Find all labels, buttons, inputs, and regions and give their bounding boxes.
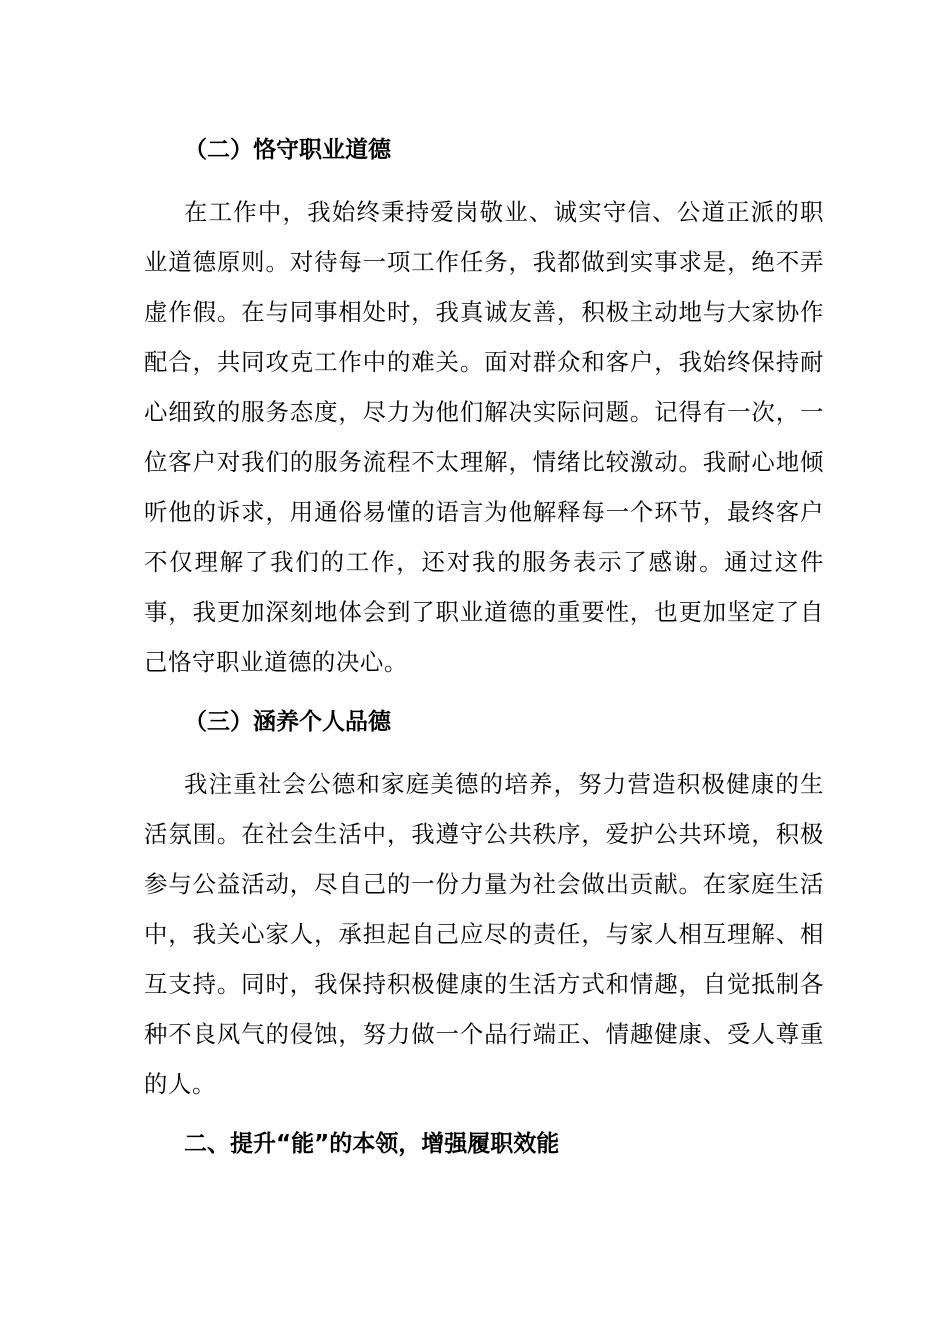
paragraph-personal-morality: 我注重社会公德和家庭美德的培养，努力营造积极健康的生活氛围。在社会生活中，我遵守公共秩序，爱护公共环境，积极参与公益活动，尽自己的一份力量为社会做出贡献。在家庭生活中，我关心家人，承担起自己应尽的责任，与家人相互理解、相互支持。同时，我保持积极健康的生活方式和情趣，自觉抵制各种不良风气的侵蚀，努力做一个品行端正、情趣健康、受人尊重的人。: [144, 770, 824, 1098]
section-heading-professional-ethics: （二）恪守职业道德: [184, 137, 391, 163]
chapter-heading-ability: 二、提升“能”的本领，增强履职效能: [184, 1131, 560, 1157]
paragraph-professional-ethics: 在工作中，我始终秉持爱岗敬业、诚实守信、公道正派的职业道德原则。对待每一项工作任务，我都做到实事求是，绝不弄虚作假。在与同事相处时，我真诚友善，积极主动地与大家协作配合，共同攻克工作中的难关。面对群众和客户，我始终保持耐心细致的服务态度，尽力为他们解决实际问题。记得有一次，一位客户对我们的服务流程不太理解，情绪比较激动。我耐心地倾听他的诉求，用通俗易懂的语言为他解释每一个环节，最终客户不仅理解了我们的工作，还对我的服务表示了感谢。通过这件事，我更加深刻地体会到了职业道德的重要性，也更加坚定了自己恪守职业道德的决心。: [144, 198, 824, 676]
section-heading-personal-morality: （三）涵养个人品德: [184, 709, 391, 735]
